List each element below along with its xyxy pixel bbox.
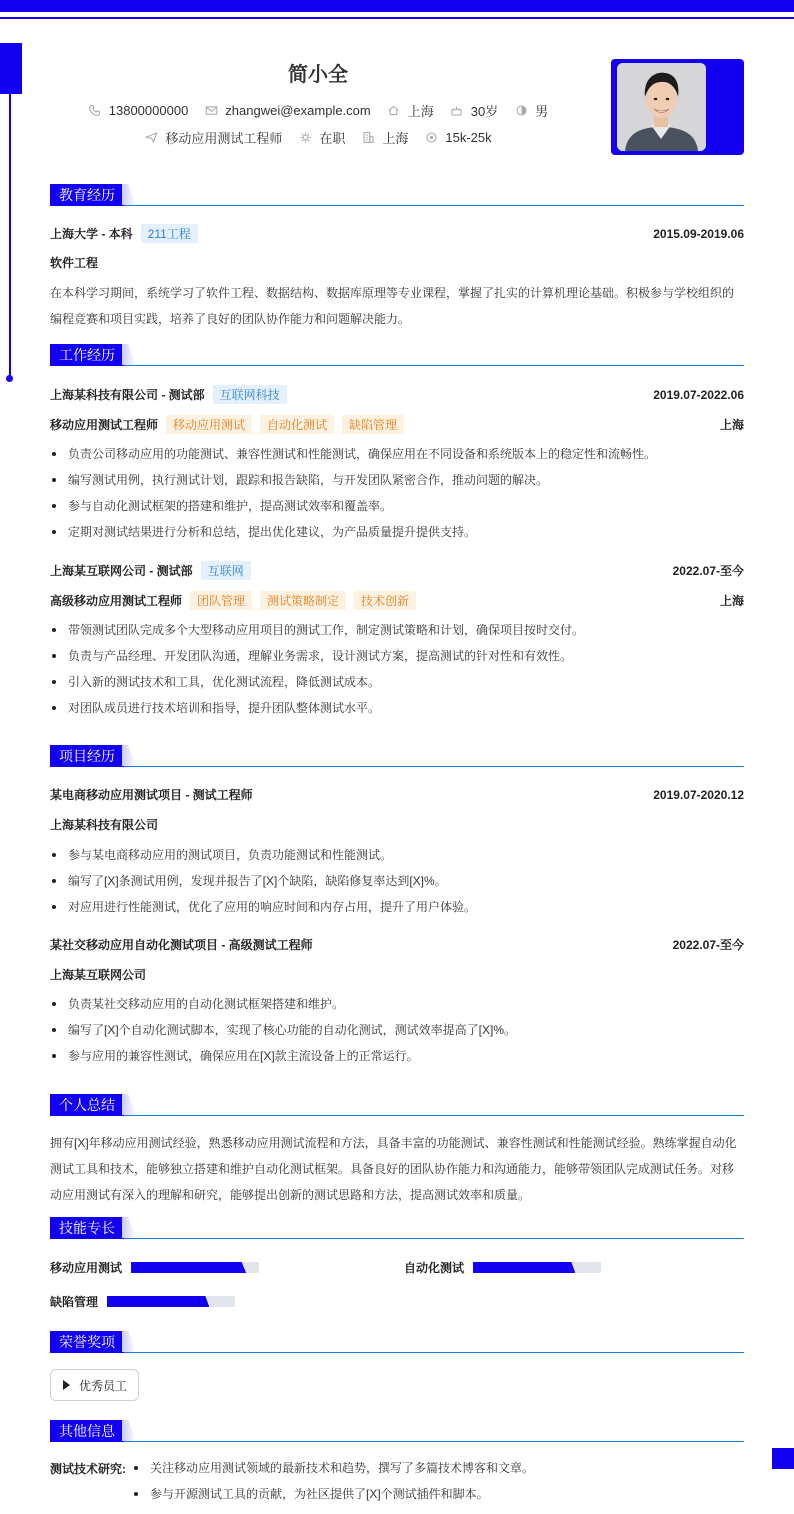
skill-bar-fill xyxy=(131,1262,246,1273)
age-info xyxy=(450,101,498,120)
list-item: 编写测试用例，执行测试计划，跟踪和报告缺陷，与开发团队紧密合作，推动问题的解决。 xyxy=(50,467,744,493)
skill-tag: 移动应用测试 xyxy=(166,415,252,434)
work-role-row xyxy=(50,591,744,610)
play-icon xyxy=(63,1380,70,1390)
list-item: 参与某电商移动应用的测试项目，负责功能测试和性能测试。 xyxy=(50,842,744,868)
skill-name: 移动应用测试 xyxy=(50,1261,123,1275)
section-title-decoration xyxy=(122,745,136,766)
list-item: 参与开源测试工具的贡献，为社区提供了[X]个测试插件和脚本。 xyxy=(132,1481,534,1507)
company-name: 上海某互联网公司 - 测试部 xyxy=(50,564,193,578)
top-accent-line xyxy=(0,17,794,19)
section-projects xyxy=(50,745,744,767)
work-bullets xyxy=(50,441,744,545)
section-summary xyxy=(50,1094,744,1116)
gender-info xyxy=(514,101,548,120)
profile-photo xyxy=(617,63,706,151)
email-text: zhangwei@example.com xyxy=(225,103,371,118)
skill-tag: 自动化测试 xyxy=(260,415,334,434)
other-info-label: 测试技术研究: xyxy=(50,1462,126,1476)
skill-name: 自动化测试 xyxy=(404,1261,465,1275)
top-accent-bar xyxy=(0,0,794,12)
project-company-row xyxy=(50,816,744,833)
project-title: 某社交移动应用自动化测试项目 - 高级测试工程师 xyxy=(50,938,313,952)
company-tag: 互联网科技 xyxy=(213,385,287,404)
age-text: 30岁 xyxy=(470,104,499,119)
role-name: 高级移动应用测试工程师 xyxy=(50,594,183,608)
company-tag: 互联网 xyxy=(201,561,251,580)
award-name: 优秀员工 xyxy=(79,1378,128,1393)
school-tag: 211工程 xyxy=(141,224,198,243)
list-item: 负责某社交移动应用的自动化测试框架搭建和维护。 xyxy=(50,991,744,1017)
section-work xyxy=(50,344,744,366)
section-divider xyxy=(50,1352,744,1353)
section-title-decoration xyxy=(122,1217,136,1238)
major-name: 软件工程 xyxy=(50,256,99,270)
target-job-info xyxy=(144,128,282,147)
status-text: 在职 xyxy=(319,131,346,146)
candidate-name: 简小全 xyxy=(288,64,348,86)
list-item: 参与自动化测试框架的搭建和维护，提高测试效率和覆盖率。 xyxy=(50,493,744,519)
list-item: 编写了[X]条测试用例，发现并报告了[X]个缺陷，缺陷修复率达到[X]%。 xyxy=(50,868,744,894)
section-divider xyxy=(50,766,744,767)
project-header xyxy=(50,936,744,953)
gear-icon xyxy=(298,131,312,145)
section-title: 项目经历 xyxy=(50,745,124,767)
section-title: 技能专长 xyxy=(50,1217,124,1239)
skill-name: 缺陷管理 xyxy=(50,1295,99,1309)
salary-info xyxy=(424,130,491,145)
mail-icon xyxy=(204,104,218,118)
work-bullets xyxy=(50,617,744,721)
left-accent-dot xyxy=(6,375,13,382)
section-skills xyxy=(50,1217,744,1239)
list-item: 引入新的测试技术和工具，优化测试流程，降低测试成本。 xyxy=(50,669,744,695)
section-divider xyxy=(50,1441,744,1442)
section-title: 荣誉奖项 xyxy=(50,1331,124,1353)
location-info xyxy=(387,101,434,120)
list-item: 负责与产品经理、开发团队沟通，理解业务需求，设计测试方案，提高测试的针对性和有效性。 xyxy=(50,643,744,669)
project-company: 上海某互联网公司 xyxy=(50,968,147,982)
basic-info-row xyxy=(0,101,636,120)
section-title-decoration xyxy=(122,1420,136,1441)
education-header xyxy=(50,224,744,243)
skill-item xyxy=(50,1293,235,1310)
email-info xyxy=(204,103,370,118)
section-divider xyxy=(50,365,744,366)
coin-icon xyxy=(424,131,438,145)
section-education xyxy=(50,184,744,206)
skill-bar xyxy=(107,1296,235,1307)
list-item: 参与应用的兼容性测试，确保应用在[X]款主流设备上的正常运行。 xyxy=(50,1043,744,1069)
list-item: 对团队成员进行技术培训和指导，提升团队整体测试水平。 xyxy=(50,695,744,721)
home-icon xyxy=(387,104,401,118)
work-city: 上海 xyxy=(719,418,744,432)
other-info-list xyxy=(132,1455,534,1507)
project-period: 2019.07-2020.12 xyxy=(653,787,744,802)
skill-tag: 团队管理 xyxy=(190,591,252,610)
list-item: 关注移动应用测试领域的最新技术和趋势，撰写了多篇技术博客和文章。 xyxy=(132,1455,534,1481)
cake-icon xyxy=(450,104,464,118)
award-badge xyxy=(50,1369,139,1401)
right-accent-block xyxy=(772,1448,794,1469)
list-item: 带领测试团队完成多个大型移动应用项目的测试工作，制定测试策略和计划，确保项目按时交付。 xyxy=(50,617,744,643)
project-bullets xyxy=(50,842,744,920)
skill-bar xyxy=(473,1262,601,1273)
project-bullets xyxy=(50,991,744,1069)
phone-text: 13800000000 xyxy=(108,103,189,118)
section-divider xyxy=(50,1238,744,1239)
project-title: 某电商移动应用测试项目 - 测试工程师 xyxy=(50,788,253,802)
company-name: 上海某科技有限公司 - 测试部 xyxy=(50,388,205,402)
work-role-row xyxy=(50,415,744,434)
role-name: 移动应用测试工程师 xyxy=(50,418,159,432)
section-title: 其他信息 xyxy=(50,1420,124,1442)
salary-text: 15k-25k xyxy=(445,130,492,145)
section-title-decoration xyxy=(122,1094,136,1115)
section-other xyxy=(50,1420,744,1442)
list-item: 定期对测试结果进行分析和总结，提出优化建议，为产品质量提升提供支持。 xyxy=(50,519,744,545)
list-item: 对应用进行性能测试，优化了应用的响应时间和内存占用，提升了用户体验。 xyxy=(50,894,744,920)
section-divider xyxy=(50,205,744,206)
building-icon xyxy=(361,131,375,145)
section-title: 工作经历 xyxy=(50,344,124,366)
education-description: 在本科学习期间，系统学习了软件工程、数据结构、数据库原理等专业课程，掌握了扎实的计算机理论基础。积极参与学校组织的编程竞赛和项目实践，培养了良好的团队协作能力和问题解决能力。 xyxy=(50,286,735,326)
education-major-row xyxy=(50,254,744,271)
gender-icon xyxy=(514,104,528,118)
target-city-info xyxy=(361,128,408,147)
skill-bar xyxy=(131,1262,259,1273)
section-honors xyxy=(50,1331,744,1353)
project-company: 上海某科技有限公司 xyxy=(50,818,159,832)
location-text: 上海 xyxy=(407,104,434,119)
photo-frame xyxy=(611,59,744,155)
target-city-text: 上海 xyxy=(382,131,409,146)
list-item: 编写了[X]个自动化测试脚本，实现了核心功能的自动化测试，测试效率提高了[X]%。 xyxy=(50,1017,744,1043)
skill-item xyxy=(404,1259,601,1276)
skill-tag: 技术创新 xyxy=(354,591,416,610)
skill-bar-fill xyxy=(107,1296,209,1307)
target-job-text: 移动应用测试工程师 xyxy=(165,131,283,146)
skill-tag: 缺陷管理 xyxy=(342,415,404,434)
work-city: 上海 xyxy=(719,594,744,608)
list-item: 负责公司移动应用的功能测试、兼容性测试和性能测试，确保应用在不同设备和系统版本上的稳定性和流畅性。 xyxy=(50,441,744,467)
work-period: 2022.07-至今 xyxy=(672,564,744,578)
skill-bar-fill xyxy=(473,1262,575,1273)
skill-tag: 测试策略制定 xyxy=(260,591,346,610)
section-title-decoration xyxy=(122,184,136,205)
summary-text: 拥有[X]年移动应用测试经验，熟悉移动应用测试流程和方法，具备丰富的功能测试、兼容性测试和性能测试经验。熟练掌握自动化测试工具和技术，能够独立搭建和维护自动化测试框架。具备良好的团队协作能力和沟通能力，能够带领团队完成测试任务。对移动应用测试有深入的理解和研究，能够提出创新的测试思路和方法，提高测试效率和质量。 xyxy=(50,1136,737,1202)
work-header xyxy=(50,561,744,580)
send-icon xyxy=(144,131,158,145)
status-info xyxy=(298,128,345,147)
project-period: 2022.07-至今 xyxy=(672,938,744,952)
project-company-row xyxy=(50,966,744,983)
phone-info xyxy=(88,103,189,118)
skill-item xyxy=(50,1259,259,1276)
section-divider xyxy=(50,1115,744,1116)
section-title: 教育经历 xyxy=(50,184,124,206)
project-header xyxy=(50,786,744,803)
school-name: 上海大学 - 本科 xyxy=(50,227,133,241)
work-header xyxy=(50,385,744,404)
education-period: 2015.09-2019.06 xyxy=(653,226,744,241)
job-info-row xyxy=(0,128,636,147)
section-title: 个人总结 xyxy=(50,1094,124,1116)
gender-text: 男 xyxy=(535,104,549,119)
phone-icon xyxy=(88,104,102,118)
section-title-decoration xyxy=(122,344,136,365)
section-title-decoration xyxy=(122,1331,136,1352)
work-period: 2019.07-2022.06 xyxy=(653,387,744,402)
